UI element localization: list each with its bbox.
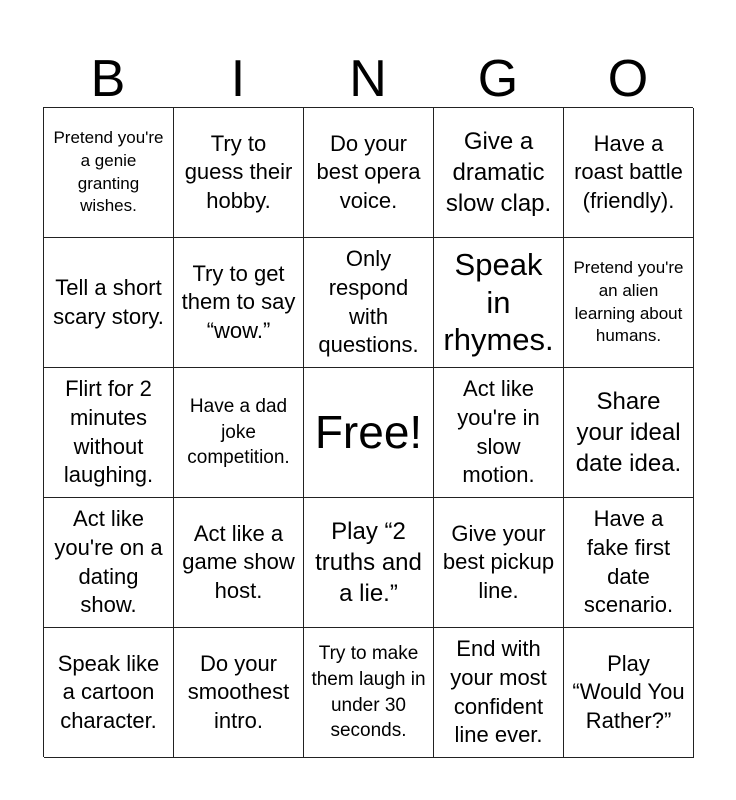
cell-text: Act like you're in slow motion. xyxy=(457,376,540,488)
header-letter-o: O xyxy=(607,50,649,108)
cell-text: Pretend you're a genie granting wishes. xyxy=(53,127,164,216)
cell-text: Do your smoothest intro. xyxy=(187,650,290,733)
bingo-cell[interactable] xyxy=(434,498,564,628)
bingo-cell[interactable] xyxy=(564,368,694,498)
bingo-cell[interactable] xyxy=(434,238,564,368)
bingo-cell[interactable] xyxy=(564,108,694,238)
cell-text: Tell a short scary story. xyxy=(53,274,164,329)
bingo-cell[interactable] xyxy=(174,628,304,758)
bingo-cell[interactable] xyxy=(434,628,564,758)
cell-text: Try to guess their hobby. xyxy=(184,130,293,213)
bingo-free-cell[interactable] xyxy=(304,368,434,498)
cell-text: Give your best pickup line. xyxy=(442,520,555,603)
bingo-cell[interactable] xyxy=(434,108,564,238)
cell-text: Speak like a cartoon character. xyxy=(57,650,160,733)
cell-text: Try to get them to say “wow.” xyxy=(181,260,296,343)
cell-text: Give a dramatic slow clap. xyxy=(445,127,552,218)
bingo-cell[interactable] xyxy=(174,368,304,498)
bingo-cell[interactable] xyxy=(44,368,174,498)
cell-text: Have a dad joke competition. xyxy=(187,396,290,469)
bingo-cell[interactable] xyxy=(434,368,564,498)
bingo-header xyxy=(43,42,693,108)
bingo-cell[interactable] xyxy=(44,628,174,758)
bingo-cell[interactable] xyxy=(44,108,174,238)
cell-text: Play “Would You Rather?” xyxy=(572,650,685,733)
free-space-label: Free! xyxy=(314,406,423,459)
bingo-cell[interactable] xyxy=(564,628,694,758)
bingo-board xyxy=(43,107,693,757)
header-letter-n: N xyxy=(349,50,387,108)
cell-text: Speak in rhymes. xyxy=(443,246,554,358)
bingo-cell[interactable] xyxy=(304,628,434,758)
cell-text: Have a fake first date scenario. xyxy=(583,506,674,618)
bingo-cell[interactable] xyxy=(304,238,434,368)
cell-text: Share your ideal date idea. xyxy=(575,387,682,478)
bingo-cell[interactable] xyxy=(564,498,694,628)
bingo-cell[interactable] xyxy=(44,498,174,628)
bingo-cell[interactable] xyxy=(174,108,304,238)
cell-text: Have a roast battle (friendly). xyxy=(574,130,683,213)
bingo-cell[interactable] xyxy=(174,238,304,368)
header-letter-b: B xyxy=(90,50,126,108)
cell-text: Try to make them laugh in under 30 seconds. xyxy=(311,643,426,742)
cell-text: Flirt for 2 minutes without laughing. xyxy=(63,376,154,488)
bingo-cell[interactable] xyxy=(304,108,434,238)
header-letter-g: G xyxy=(477,50,519,108)
cell-text: Pretend you're an alien learning about humans. xyxy=(573,257,684,346)
bingo-cell[interactable] xyxy=(44,238,174,368)
cell-text: Play “2 truths and a lie.” xyxy=(315,517,422,608)
cell-text: Act like a game show host. xyxy=(182,520,295,603)
cell-text: Act like you're on a dating show. xyxy=(54,506,163,618)
cell-text: Only respond with questions. xyxy=(318,246,419,358)
cell-text: Do your best opera voice. xyxy=(316,130,421,213)
bingo-cell[interactable] xyxy=(304,498,434,628)
bingo-cell[interactable] xyxy=(564,238,694,368)
header-letter-i: I xyxy=(230,50,246,108)
cell-text: End with your most confident line ever. xyxy=(450,636,547,748)
bingo-cell[interactable] xyxy=(174,498,304,628)
